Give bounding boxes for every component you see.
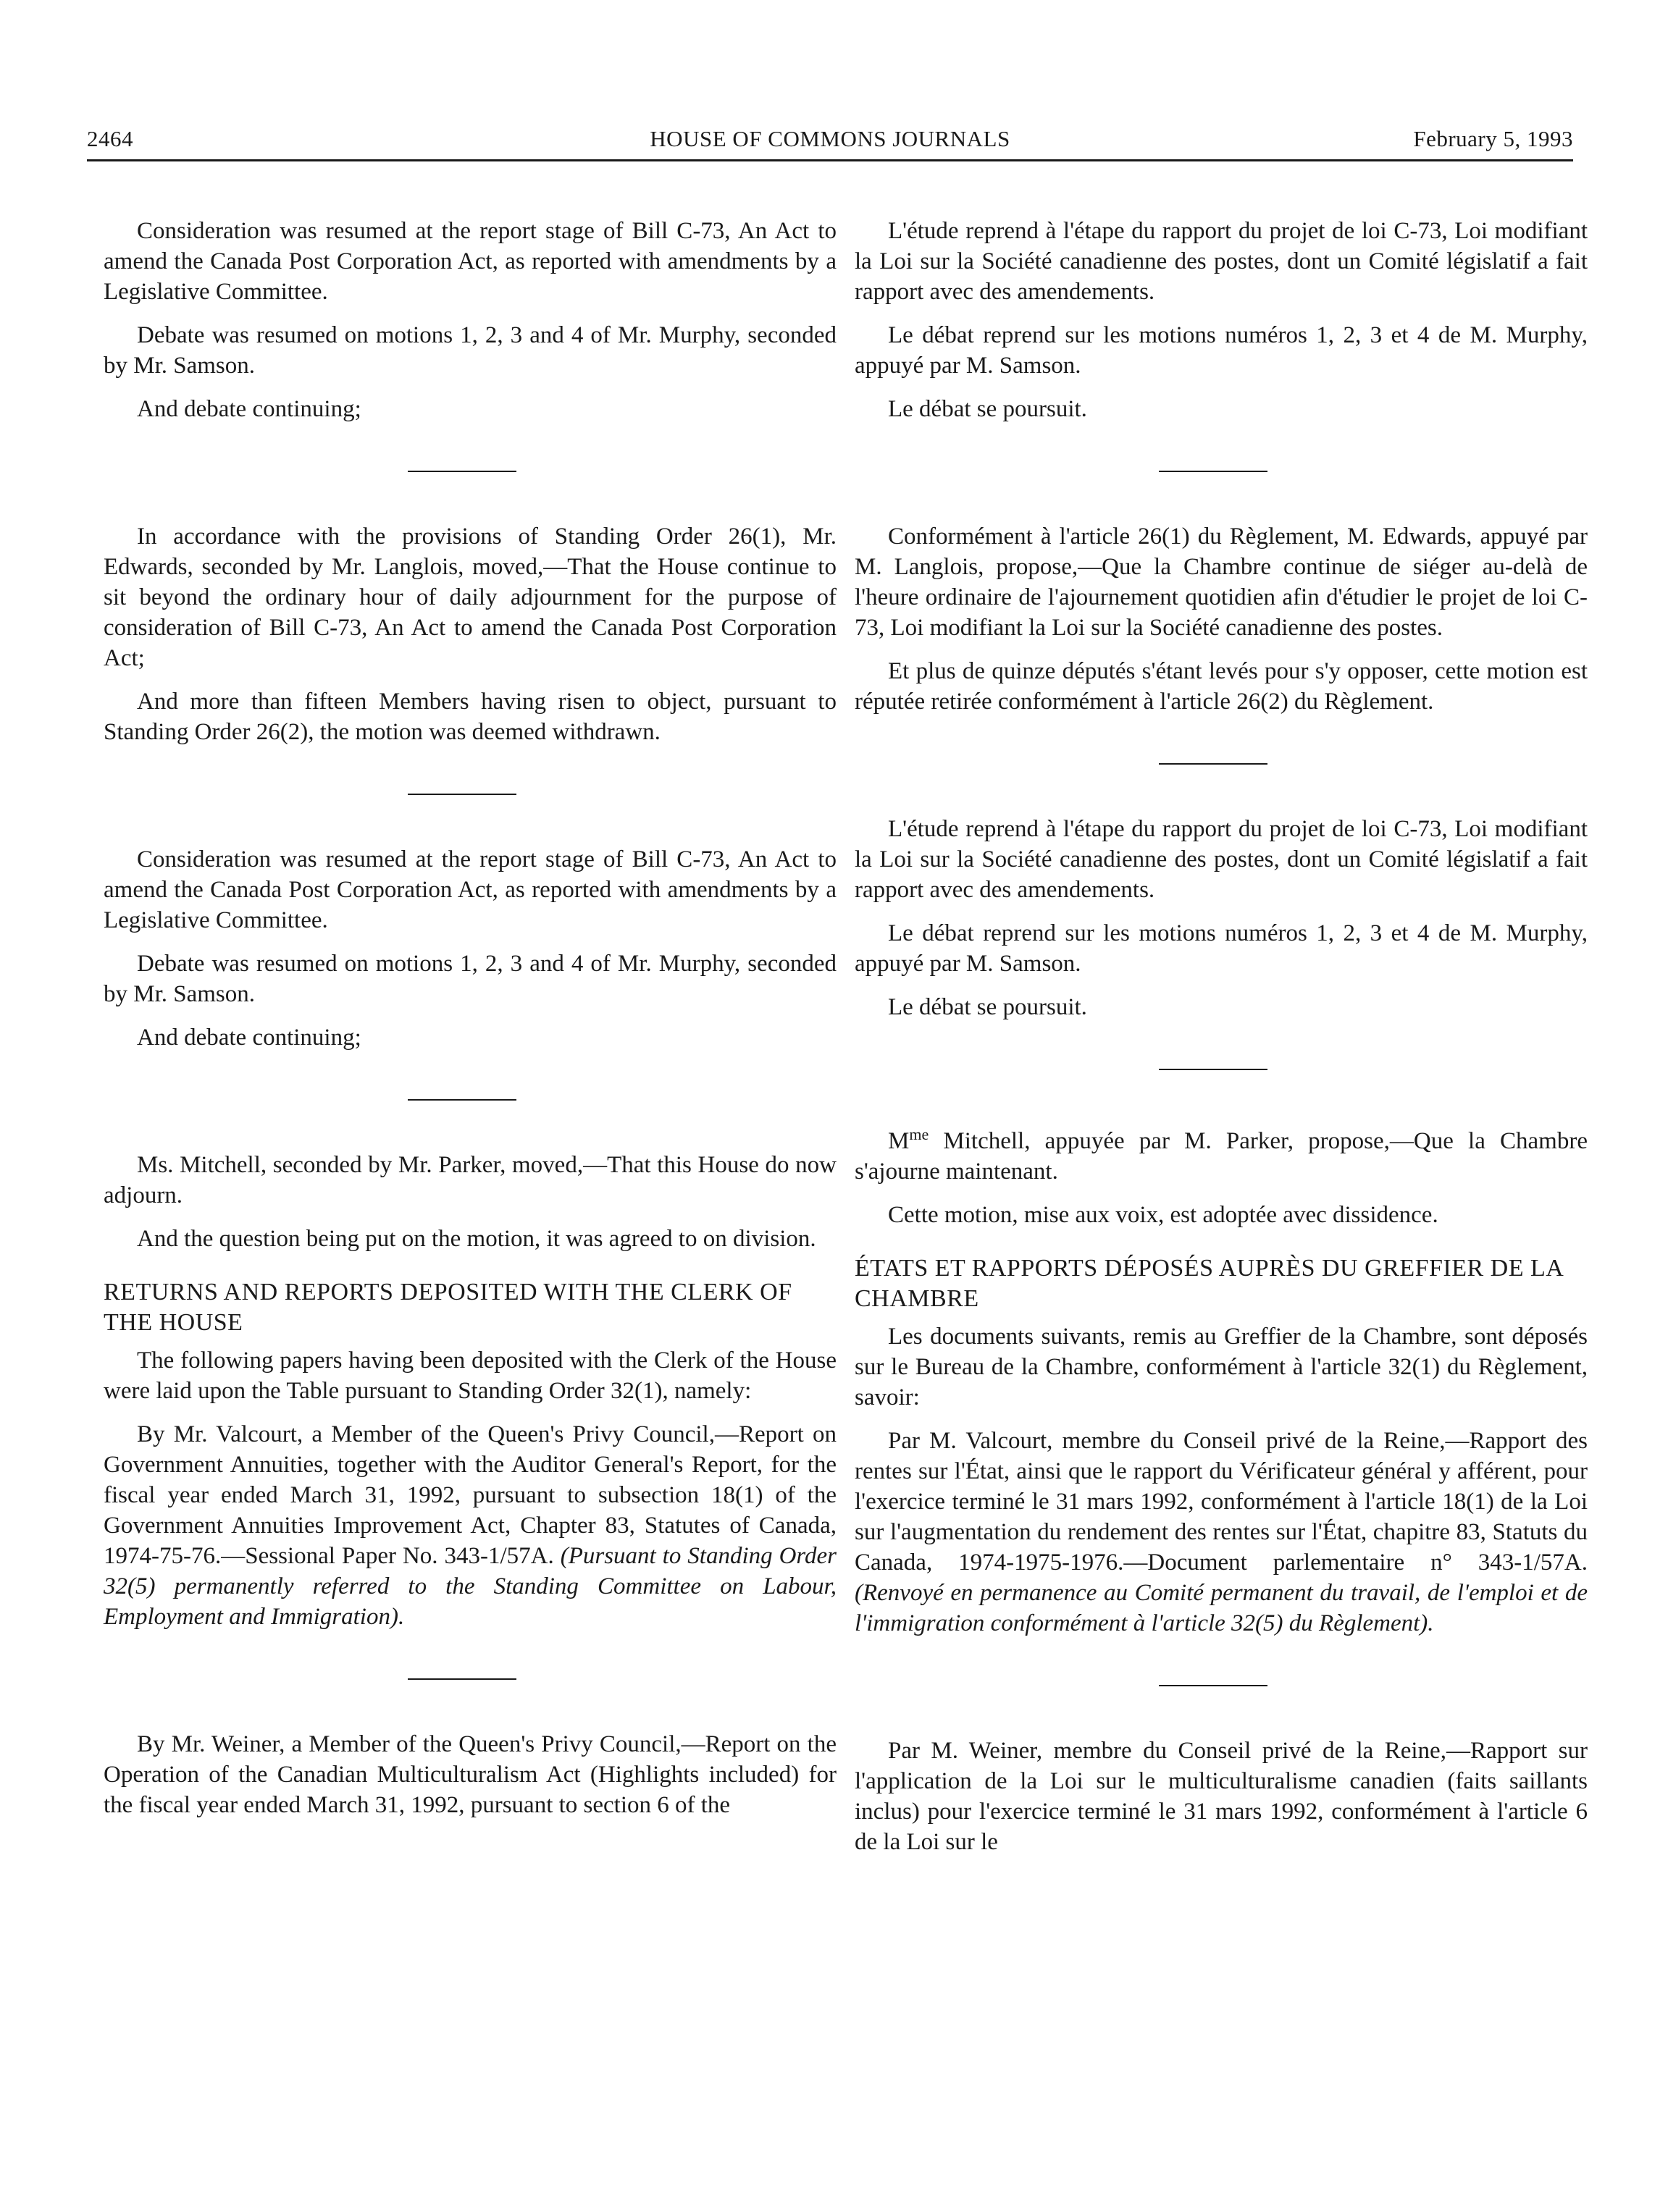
- page-number: 2464: [87, 126, 133, 151]
- paragraph: Debate was resumed on motions 1, 2, 3 and 4 of Mr. Murphy, seconded by Mr. Samson.: [104, 951, 837, 1007]
- paragraph: Le débat reprend sur les motions numéros 1, 2, 3 et 4 de M. Murphy, appuyé par M. Samson.: [855, 920, 1588, 977]
- paragraph: [855, 1426, 1588, 1639]
- italic-note: (Pursuant to Standing Order 32(5) permanently referred to the Standing Committee on Labour, Employment and Immigration).: [104, 1543, 837, 1630]
- paragraph: Le débat se poursuit.: [888, 396, 1087, 422]
- paragraph: [104, 1419, 837, 1632]
- section-divider: [104, 1066, 837, 1150]
- paragraph: Par M. Weiner, membre du Conseil privé de la Reine,—Rapport sur l'application de la Loi sur le multiculturalisme canadien (faits saillants inclus) pour l'exercice terminé le 31 mars 1992, conformément à l'article 6 de la Loi sur le: [855, 1738, 1588, 1855]
- paragraph: Et plus de quinze députés s'étant levés pour s'y opposer, cette motion est réputée retirée conformément à l'article 26(2) du Règlement.: [855, 658, 1588, 715]
- journal-title: HOUSE OF COMMONS JOURNALS: [650, 126, 1010, 151]
- section-divider: [855, 1035, 1588, 1119]
- paragraph: Conformément à l'article 26(1) du Règlement, M. Edwards, appuyé par M. Langlois, propose,—Que la Chambre continue de siéger au-delà de l'heure ordinaire de l'ajournement quotidien afin d'étudier le projet de loi C-73, Loi modifiant la Loi sur la Société canadienne des postes.: [855, 523, 1588, 641]
- paragraph: And debate continuing;: [137, 396, 361, 422]
- section-divider: [104, 437, 837, 521]
- paragraph: And the question being put on the motion, it was agreed to on division.: [137, 1226, 816, 1252]
- title-abbrev: M: [888, 1128, 910, 1154]
- paragraph: Le débat reprend sur les motions numéros 1, 2, 3 et 4 de M. Murphy, appuyé par M. Samson.: [855, 322, 1588, 379]
- paragraph-text: Mitchell, appuyée par M. Parker, propose,—Que la Chambre s'ajourne maintenant.: [855, 1128, 1588, 1185]
- paragraph: In accordance with the provisions of Standing Order 26(1), Mr. Edwards, seconded by Mr. Langlois, moved,—That the House continue to sit beyond the ordinary hour of daily adjournment for the purpose of consideration of Bill C-73, An Act to amend the Canada Post Corporation Act;: [104, 523, 837, 671]
- page-header: [87, 125, 1573, 161]
- paragraph-text: By Mr. Valcourt, a Member of the Queen's Privy Council,—Report on Government Annuities, together with the Auditor General's Report, for the fiscal year ended March 31, 1992, pursuant to subsection 18(1) of the Government Annuities Improvement Act, Chapter 83, Statutes of Canada, 1974-75-76.—Sessional Paper No. 343-1/57A.: [104, 1421, 837, 1569]
- section-divider: [855, 730, 1588, 814]
- english-column: [104, 216, 837, 1833]
- section-divider: [104, 760, 837, 844]
- paragraph: Les documents suivants, remis au Greffier de la Chambre, sont déposés sur le Bureau de la Chambre, conformément à l'article 32(1) du Règlement, savoir:: [855, 1324, 1588, 1410]
- section-heading: ÉTATS ET RAPPORTS DÉPOSÉS AUPRÈS DU GREFFIER DE LA CHAMBRE: [855, 1255, 1563, 1312]
- paragraph: By Mr. Weiner, a Member of the Queen's Privy Council,—Report on the Operation of the Canadian Multiculturalism Act (Highlights included) for the fiscal year ended March 31, 1992, pursuant to section 6 of the: [104, 1731, 837, 1818]
- paragraph-text: Par M. Valcourt, membre du Conseil privé de la Reine,—Rapport des rentes sur l'État, ainsi que le rapport du Vérificateur général y afférent, pour l'exercice terminé le 31 mars 1992, conformément à l'article 18(1) de la Loi sur l'augmentation du rendement des rentes sur l'État, chapitre 83, Statuts du Canada, 1974-1975-1976.—Document parlementaire n° 343-1/57A.: [855, 1428, 1588, 1576]
- paragraph: Le débat se poursuit.: [888, 994, 1087, 1020]
- paragraph: Ms. Mitchell, seconded by Mr. Parker, moved,—That this House do now adjourn.: [104, 1152, 837, 1208]
- italic-note: (Renvoyé en permanence au Comité permanent du travail, de l'emploi et de l'immigration conformément à l'article 32(5) du Règlement).: [855, 1580, 1588, 1636]
- paragraph: And more than fifteen Members having risen to object, pursuant to Standing Order 26(2), the motion was deemed withdrawn.: [104, 689, 837, 745]
- section-divider: [855, 1652, 1588, 1736]
- paragraph: L'étude reprend à l'étape du rapport du projet de loi C-73, Loi modifiant la Loi sur la Société canadienne des postes, dont un Comité législatif a fait rapport avec des amendements.: [855, 816, 1588, 903]
- journal-date: February 5, 1993: [1413, 126, 1573, 151]
- section-divider: [855, 437, 1588, 521]
- section-divider: [104, 1645, 837, 1729]
- paragraph: Consideration was resumed at the report stage of Bill C-73, An Act to amend the Canada Post Corporation Act, as reported with amendments by a Legislative Committee.: [104, 846, 837, 933]
- paragraph: [855, 1119, 1588, 1187]
- title-abbrev-sup: me: [909, 1125, 929, 1143]
- paragraph: And debate continuing;: [137, 1025, 361, 1051]
- paragraph: The following papers having been deposited with the Clerk of the House were laid upon the Table pursuant to Standing Order 32(1), namely:: [104, 1347, 837, 1404]
- section-heading: RETURNS AND REPORTS DEPOSITED WITH THE CLERK OF THE HOUSE: [104, 1279, 792, 1336]
- paragraph: Debate was resumed on motions 1, 2, 3 and 4 of Mr. Murphy, seconded by Mr. Samson.: [104, 322, 837, 379]
- paragraph: Consideration was resumed at the report stage of Bill C-73, An Act to amend the Canada Post Corporation Act, as reported with amendments by a Legislative Committee.: [104, 218, 837, 305]
- french-column: [855, 216, 1588, 1870]
- paragraph: L'étude reprend à l'étape du rapport du projet de loi C-73, Loi modifiant la Loi sur la Société canadienne des postes, dont un Comité législatif a fait rapport avec des amendements.: [855, 218, 1588, 305]
- paragraph: Cette motion, mise aux voix, est adoptée avec dissidence.: [888, 1202, 1438, 1228]
